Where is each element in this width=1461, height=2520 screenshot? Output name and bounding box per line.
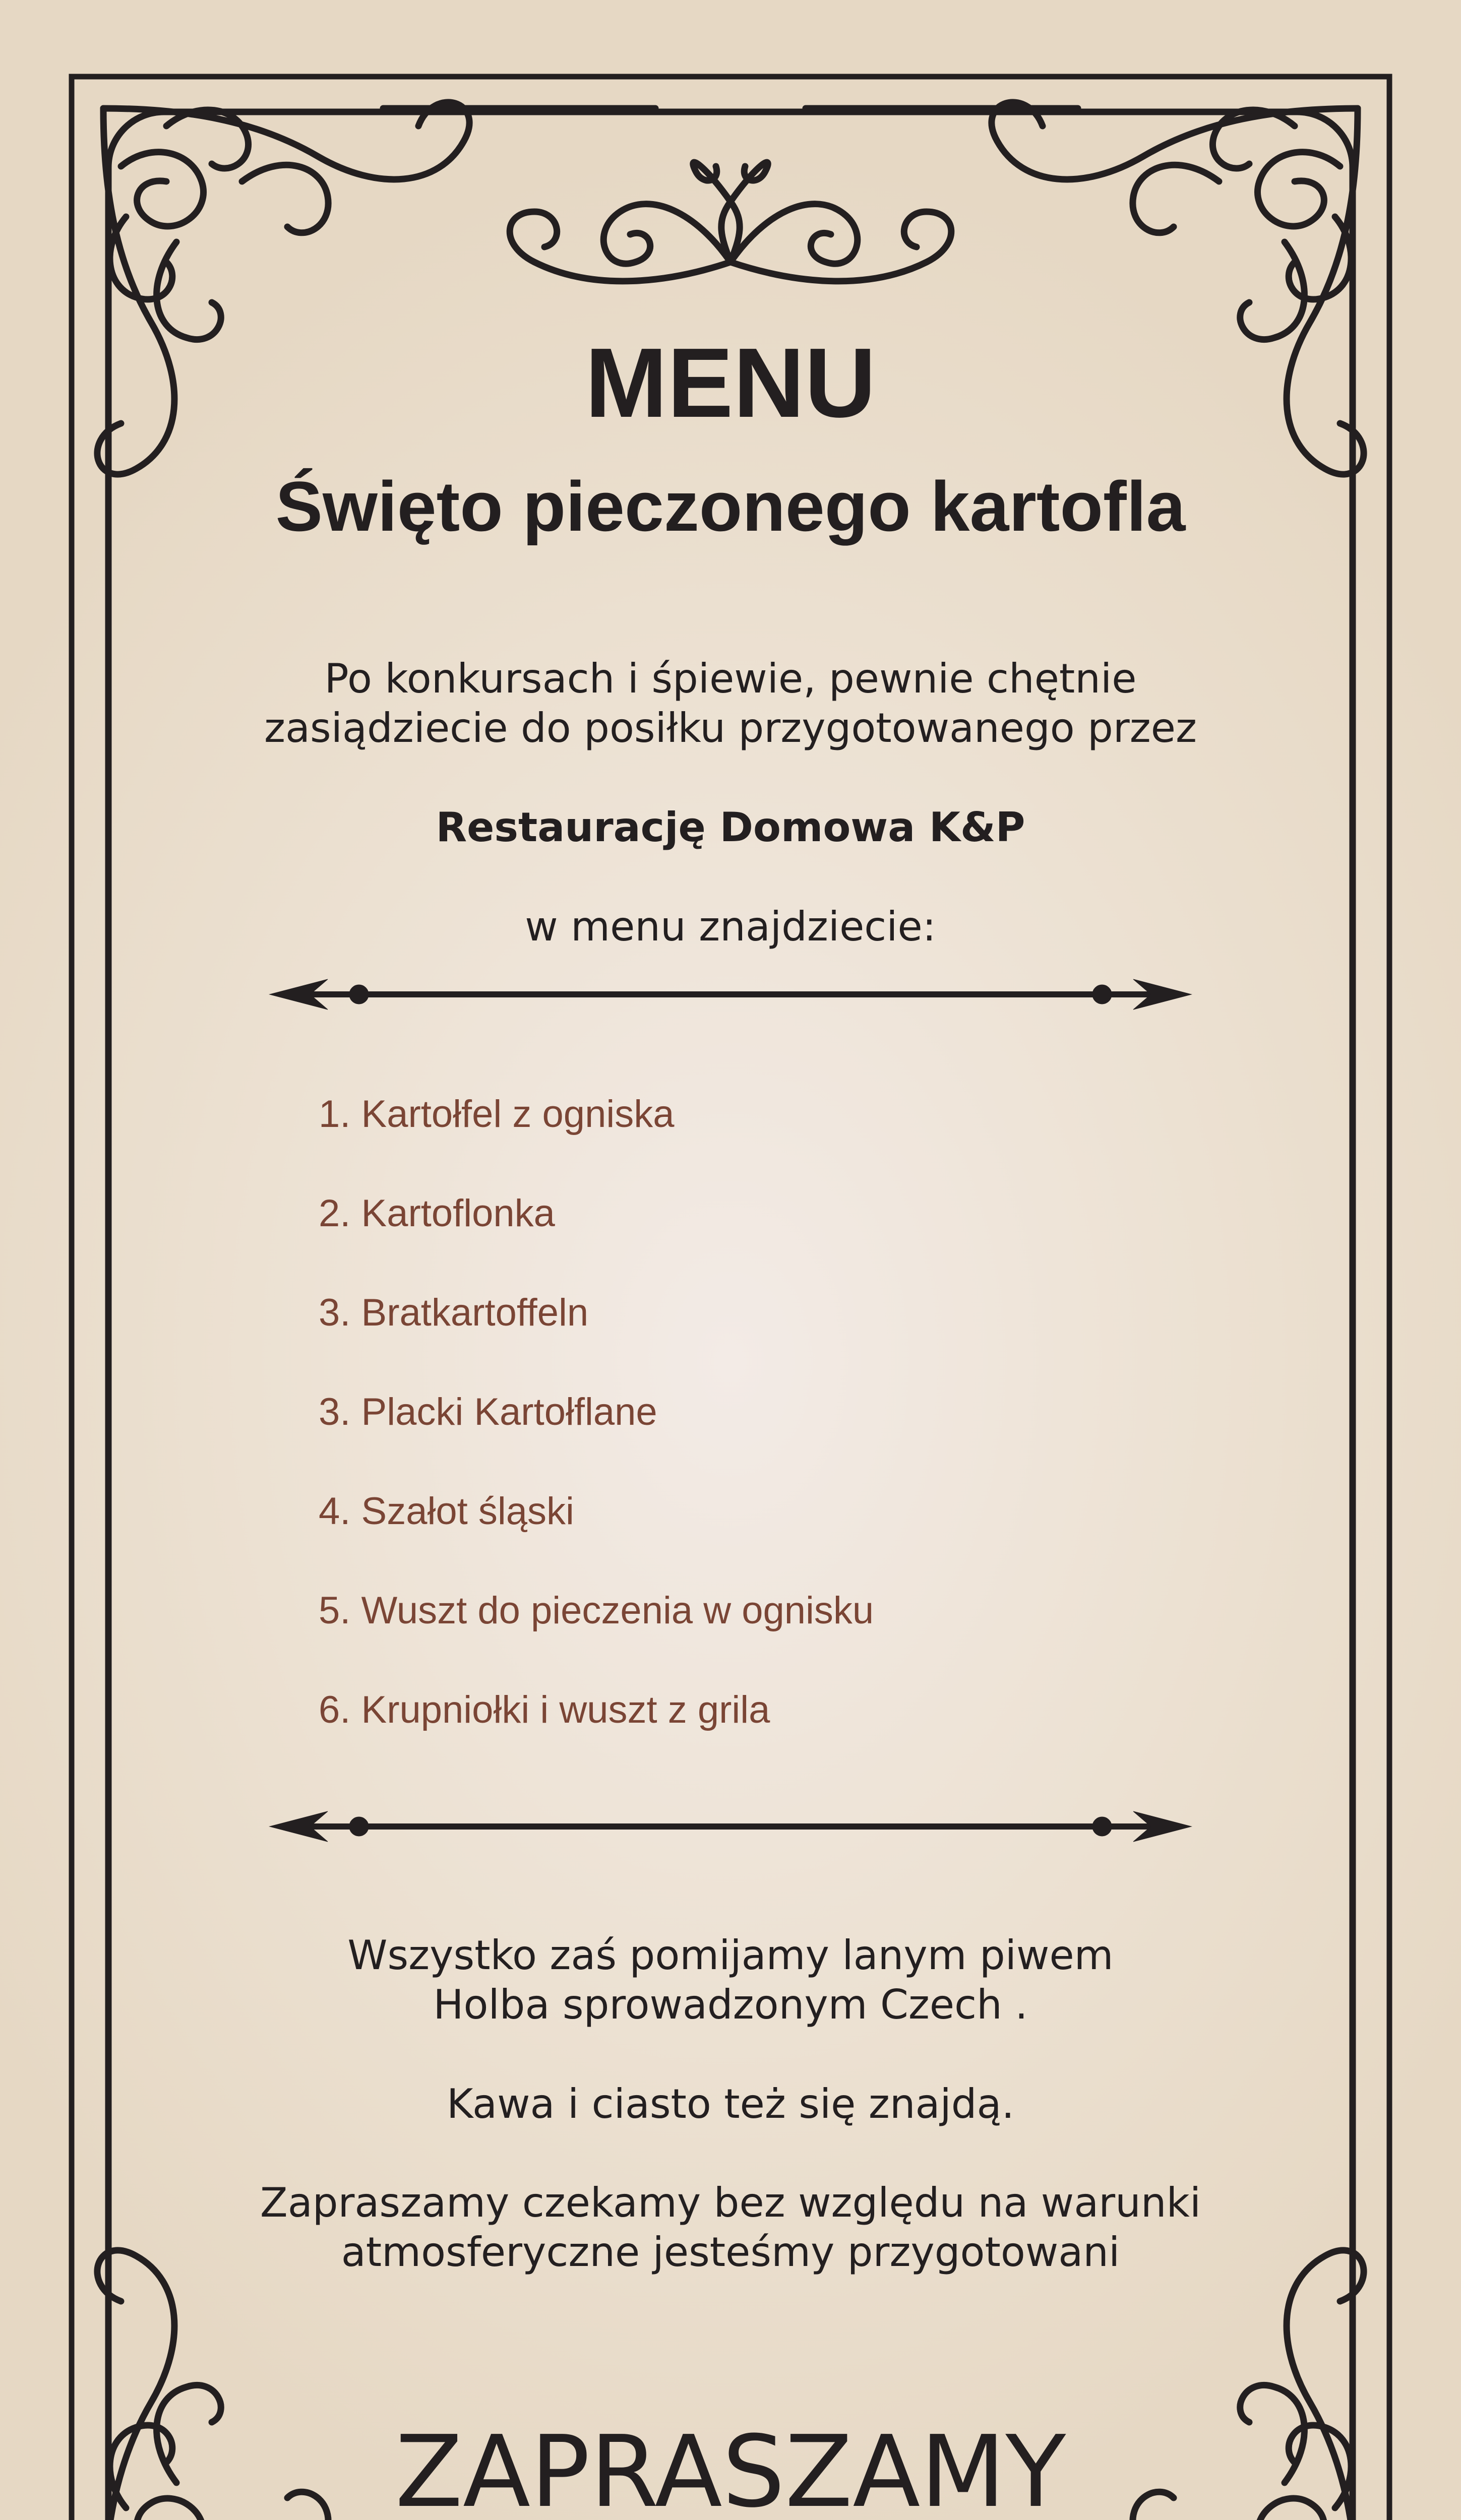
divider-bottom bbox=[270, 1811, 1191, 1842]
dish-item-4: 3. Placki Kartołflane bbox=[319, 1391, 657, 1433]
closing-text-line-1: Wszystko zaś pomijamy lanym piwem bbox=[347, 1932, 1114, 1979]
dish-item-6: 5. Wuszt do pieczenia w ognisku bbox=[319, 1589, 874, 1632]
dish-item-2: 2. Kartoflonka bbox=[319, 1192, 555, 1235]
dish-item-5: 4. Szałot śląski bbox=[319, 1490, 574, 1533]
invite-footer: ZAPRASZAMY bbox=[395, 2415, 1066, 2520]
dish-item-3: 3. Bratkartoffeln bbox=[319, 1291, 589, 1334]
closing-text-line-4: Zapraszamy czekamy bez względu na warunki bbox=[260, 2179, 1201, 2226]
closing-text-line-2: Holba sprowadzonym Czech . bbox=[433, 1981, 1028, 2028]
intro-text-line-2: zasiądziecie do posiłku przygotowanego przez bbox=[264, 705, 1197, 751]
dish-list bbox=[319, 1090, 874, 1785]
dish-item-7: 6. Krupniołki i wuszt z grila bbox=[319, 1688, 770, 1731]
dish-item-1: 1. Kartołfel z ogniska bbox=[319, 1093, 675, 1136]
intro-text-line-1: Po konkursach i śpiewie, pewnie chętnie bbox=[324, 655, 1137, 702]
divider-top bbox=[270, 979, 1191, 1010]
closing-text-line-5: atmosferyczne jesteśmy przygotowani bbox=[341, 2229, 1120, 2276]
page-title: MENU bbox=[585, 328, 876, 438]
top-flourish bbox=[510, 162, 951, 281]
page-subtitle: Święto pieczonego kartofla bbox=[275, 467, 1186, 546]
restaurant-name: Restaurację Domowa K&P bbox=[436, 804, 1025, 851]
menu-lead-text: w menu znajdziecie: bbox=[525, 903, 936, 950]
closing-text-line-3: Kawa i ciasto też się znajdą. bbox=[446, 2081, 1014, 2127]
